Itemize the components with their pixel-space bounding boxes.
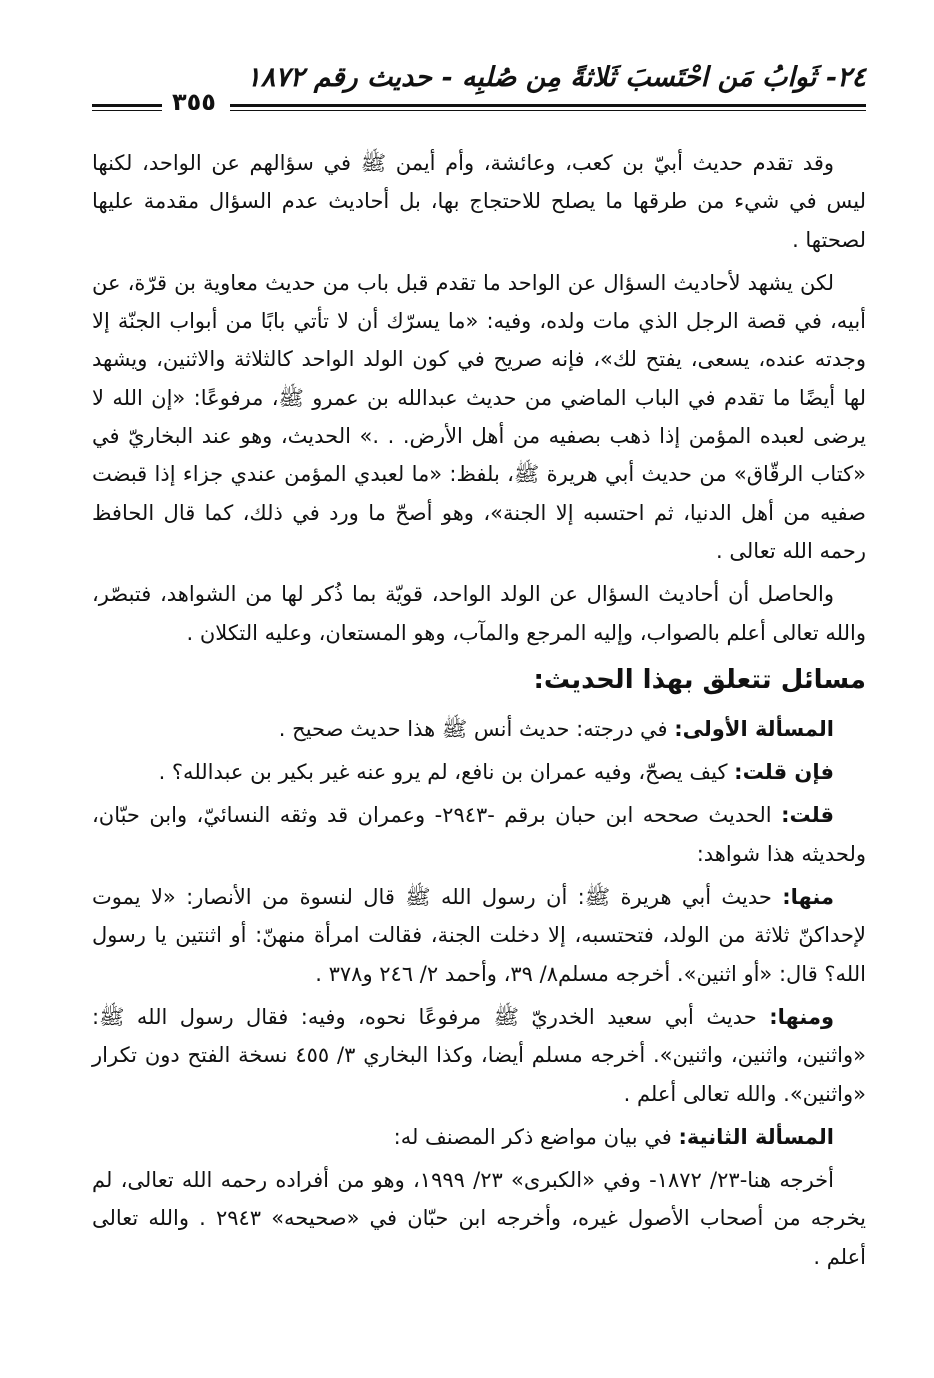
- issue-paragraph: ومنها: حديث أبي سعيد الخدريّ ﷺ مرفوعًا نحوه، وفيه: فقال رسول الله ﷺ: «واثنين، واثنين، واثنين». أخرجه مسلم أيضا، وكذا البخاري ٣/ ٤٥٥ نسخة الفتح دون تكرار «واثنين». والله تعالى أعلم .: [92, 1004, 866, 1106]
- paragraph: والحاصل أن أحاديث السؤال عن الولد الواحد، قويّة بما ذُكر لها من الشواهد، فتبصّر، والله تعالى أعلم بالصواب، وإليه المرجع والمآب، وهو المستعان، وعليه التكلان .: [92, 582, 866, 645]
- paragraph: لكن يشهد لأحاديث السؤال عن الواحد ما تقدم قبل باب من حديث معاوية بن قرّة، عن أبيه، في قصة الرجل الذي مات ولده، وفيه: «ما يسرّك أن لا تأتي بابًا من أبواب الجنّة إلا وجدته عنده، يسعى، يفتح لك»، فإنه صريح في كون الولد الواحد كالثلاثة والاثنين، ويشهد لها أيضًا ما تقدم في الباب الماضي من حديث عبدالله بن عمرو ﷺ، مرفوعًا: «إن الله لا يرضى لعبده المؤمن إذا ذهب بصفيه من أهل الأرض. . .» الحديث، وهو عند البخاريّ في «كتاب الرقّاق» من حديث أبي هريرة ﷺ، بلفظ: «ما لعبدي المؤمن عندي جزاء إذا قبضت صفيه من أهل الدنيا، ثم احتسبه إلا الجنة»، وهو أصحّ ما ورد في ذلك، كما قال الحافظ رحمه الله تعالى .: [92, 270, 866, 563]
- issue-paragraph: المسألة الثانية: في بيان مواضع ذكر المصنف له:: [393, 1124, 834, 1149]
- page-number: ٣٥٥: [172, 88, 216, 116]
- issue-paragraph: قلت: الحديث صححه ابن حبان برقم -٢٩٤٣- وعمران قد وثقه النسائيّ، وابن حبّان، ولحديثه هذا شواهد:: [92, 803, 866, 866]
- issue-lead: قلت:: [781, 803, 835, 828]
- issue-lead: المسألة الأولى:: [674, 716, 834, 741]
- issue-lead: المسألة الثانية:: [678, 1124, 834, 1149]
- issue-paragraph: منها: حديث أبي هريرة ﷺ: أن رسول الله ﷺ قال لنسوة من الأنصار: «لا يموت لإحداكنّ ثلاثة من الولد، فتحتسبه، إلا دخلت الجنة، فقالت امرأة منهنّ: أو اثنتين يا رسول الله؟ قال: «أو اثنين». أخرجه مسلم٨/ ٣٩، وأحمد ٢/ ٢٤٦ و٣٧٨ .: [92, 885, 866, 986]
- page-body: [92, 144, 866, 1276]
- header-rule-left: [92, 104, 162, 111]
- issue-lead: منها:: [782, 885, 834, 910]
- issue-lead: ومنها:: [769, 1004, 834, 1029]
- chapter-title: ٢٤- ثَوابُ مَن احْتَسبَ ثَلاثةً مِن صُلبِه - حديث رقم ١٨٧٢: [246, 62, 866, 93]
- issue-paragraph: أخرجه هنا-٢٣/ ١٨٧٢- وفي «الكبرى» ٢٣/ ١٩٩٩، وهو من أفراده رحمه الله تعالى، لم يخرجه من أصحاب الأصول غيره، وأخرجه ابن حبّان في «صحيحه» ٢٩٤٣ . والله تعالى أعلم .: [92, 1168, 867, 1269]
- header-rule-main: [230, 104, 866, 111]
- issue-lead: فإن قلت:: [734, 760, 834, 785]
- issue-paragraph: فإن قلت: كيف يصحّ، وفيه عمران بن نافع، لم يرو عنه غير بكير بن عبدالله؟ .: [158, 760, 834, 785]
- running-header: [92, 60, 866, 122]
- paragraph: وقد تقدم حديث أبيّ بن كعب، وعائشة، وأم أيمن ﷺ في سؤالهم عن الواحد، لكنها ليس في شيء من طرقها ما يصلح للاحتجاج بها، بل أحاديث عدم السؤال مقدمة عليها لصحتها .: [92, 151, 866, 252]
- issue-paragraph: المسألة الأولى: في درجته: حديث أنس ﷺ هذا حديث صحيح .: [278, 716, 834, 741]
- section-heading: مسائل تتعلق بهذا الحديث:: [533, 664, 866, 695]
